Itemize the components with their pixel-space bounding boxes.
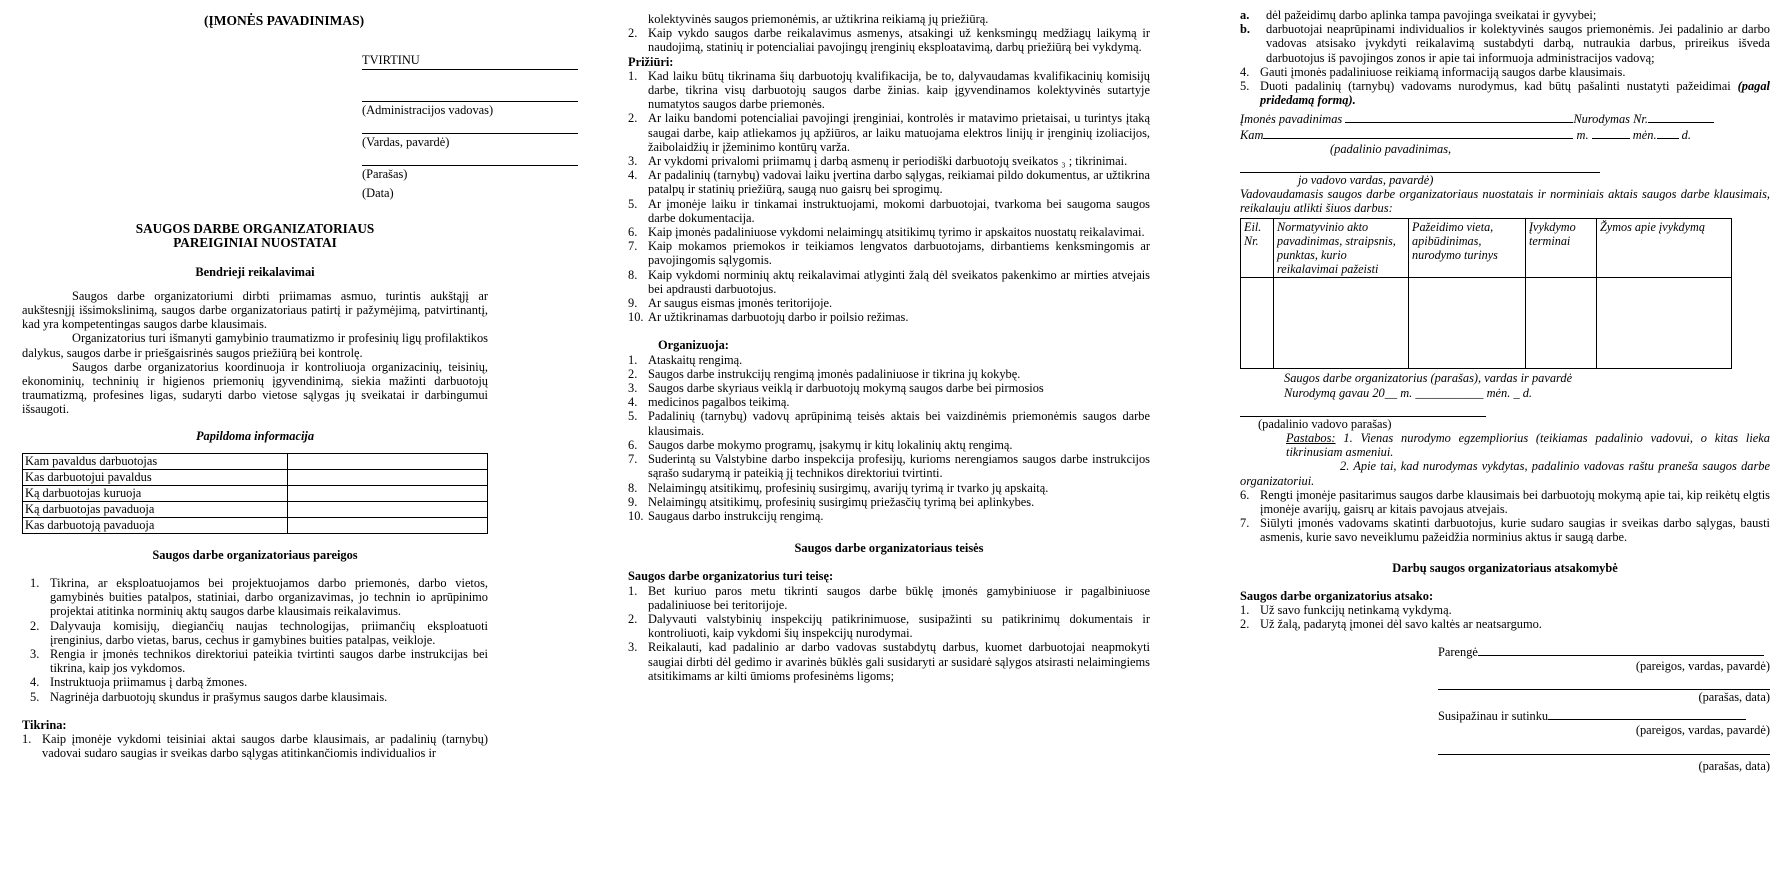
list-item: 4. Ar padalinių (tarnybų) vadovai laiku įvertina darbo sąlygas, reikiamai pildo dokumentus, ar užtikrina patalpų ir statinių priežiūrą, saugą nuo gaisrų bei sprogimų. bbox=[628, 168, 1150, 197]
caption: (pareigos, vardas, pavardė) bbox=[1635, 658, 1770, 673]
list-item: 5. Duoti padalinių (tarnybų) vadovams nurodymus, kad būtų pašalinti nustatyti pažeidimai (pagal pridedamą formą). bbox=[1240, 79, 1770, 108]
list-item: 4. medicinos pagalbos teikimą. bbox=[628, 395, 790, 410]
list-item: 3. Rengia ir įmonės technikos direktoriui pateikia tvirtinti saugos darbe instrukcijas bei tikrina, kaip jos vykdomos. bbox=[30, 647, 488, 676]
paragraph: Saugos darbe organizatorius koordinuoja ir kontroliuoja organizacinių, teisinių, ekonominių, techninių ir higienos priemonių įgyvendinimą, siekia mažinti darbuotojų traumatizmą, profesines ligas, sudaryti darbo vietose sąlygas jų sveikatai ir darbingumui išsaugoti. bbox=[22, 359, 488, 417]
table-cell-input[interactable] bbox=[288, 469, 488, 485]
notes-label: Pastabos: bbox=[1286, 431, 1336, 446]
notes: Pastabos: 1. Vienas nurodymo egzempliorius (teikiamas padalinio vadovui, o kitas lieka tikrinusiam asmeniui. bbox=[1286, 431, 1770, 460]
caption: (parašas, data) bbox=[1698, 758, 1770, 773]
table-row: Ką darbuotojas kuruoja bbox=[23, 485, 488, 501]
list-item: 7. Suderintą su Valstybine darbo inspekcija profesijų, kurioms nerengiamos saugos darbe instrukcijos sąrašo sudarymą ir pateikią jį technikos direktoriui tvirtinti. bbox=[628, 452, 1150, 481]
approve-field: (Administracijos vadovas) bbox=[362, 103, 494, 117]
order-table bbox=[1240, 218, 1732, 370]
list-item: 1. Bet kuriuo paros metu tikrinti saugos darbe būklę įmonės gamybiniuose ir pagalbiniuose padaliniuose bei teritorijoje. bbox=[628, 583, 1150, 612]
rights-label: Saugos darbe organizatorius turi teisę: bbox=[628, 569, 834, 584]
table-cell-input[interactable] bbox=[288, 485, 488, 501]
table-cell-input[interactable] bbox=[288, 501, 488, 517]
column-left bbox=[22, 8, 494, 761]
list-item: 1. Kaip įmonėje vykdomi teisiniai aktai saugos darbe klausimais, ar padalinių (tarnybų) vadovai sudaro saugias ir sveikas darbo sąlygas atitinkančiomis individualios ir bbox=[22, 732, 488, 761]
paragraph: Organizatorius turi išmanyti gamybinio traumatizmo ir profesinių ligų profilaktikos dalykus, saugos darbe ir priešgaisrinės saugos priežiūrą bei kontrolę. bbox=[22, 331, 488, 360]
list-item: 9. Nelaimingų atsitikimų, profesinių susirgimų priežasčių tyrimą bei aplinkybes. bbox=[628, 494, 1035, 509]
signature-block bbox=[1240, 644, 1770, 773]
prepared-field[interactable] bbox=[1478, 644, 1764, 656]
table-cell-input[interactable] bbox=[288, 517, 488, 533]
list-item: 6. Rengti įmonėje pasitarimus saugos darbe klausimais bei darbuotojų mokymą apie tai, kip reikėtų elgtis įmonėje avarijų, gaisrų ar kitais pavojaus atvejais. bbox=[1240, 487, 1770, 517]
caption: (parašas, data) bbox=[1698, 689, 1770, 704]
continued-text: kolektyvinės saugos priemonėmis, ar užtikrina reikiamą jų priežiūrą. bbox=[648, 12, 989, 26]
table-cell-input[interactable] bbox=[1597, 278, 1732, 369]
rights-list-more bbox=[1240, 488, 1770, 545]
order-number-field[interactable] bbox=[1648, 111, 1714, 123]
list-item: 10. Ar užtikrinamas darbuotojų darbo ir poilsio režimas. bbox=[628, 310, 909, 325]
organize-list bbox=[628, 353, 1150, 523]
form-intro: Vadovaudamasis saugos darbe organizatoriaus nuostatais ir norminiais aktais saugos darbe klausimais, reikalauju atlikti šiuos darbus: bbox=[1240, 187, 1770, 216]
form-order-label: Nurodymas Nr. bbox=[1573, 112, 1648, 127]
list-item: 4. Gauti įmonės padaliniuose reikiamą informaciją saugos darbe klausimais. bbox=[1240, 64, 1626, 79]
list-item: 7. Siūlyti įmonės vadovams skatinti darbuotojus, kurie sudaro saugias ir sveikas darbo sąlygas, bausti asmenis, kurie savo neveiklumu pažeidžia norminius aktus ir saugą darbe. bbox=[1240, 516, 1770, 545]
list-item: 3. Reikalauti, kad padalinio ar darbo vadovas sustabdytų darbus, kuomet darbuotojai neapmokyti saugiai dirbti dėl gedimo ir avarinės būklės gali susidaryti ar susidarė sąlygos atsirasti nelaimingiems atsitikimams ar kilti ūmioms profesinėms ligoms; bbox=[628, 640, 1150, 683]
approve-title: TVIRTINU bbox=[362, 53, 420, 67]
list-item: 5. Ar įmonėje laiku ir tinkamai instruktuojami, mokomi darbuotojai, tvarkoma bei saugoma saugos darbe dokumentacija. bbox=[628, 196, 1150, 225]
form-note: (pagal pridedamą formą). bbox=[1260, 79, 1770, 108]
extra-info-table bbox=[22, 453, 488, 534]
list-item: 5. Nagrinėja darbuotojų skundus ir prašymus saugos darbe klausimais. bbox=[30, 689, 388, 704]
supervise-list bbox=[628, 69, 1150, 325]
table-cell-input[interactable] bbox=[1526, 278, 1597, 369]
paragraph: Saugos darbe organizatoriumi dirbti priimamas asmuo, turintis aukštąjį ar aukštesnįjį išsimokslinimą, saugos darbe organizatoriaus patirtį ir pažymėjimą, patvirtinantį, kad yra kompetentingas saugos darbe klausimais. bbox=[22, 288, 488, 332]
list-item: 2. Dalyvauja komisijų, diegiančių naujas technologijas, priimančių eksploatuoti įrenginius, darbo vietas, barus, cechus ir gamybines buities patalpas, veikloje. bbox=[30, 618, 488, 647]
list-item: b. darbuotojai neaprūpinami individualios ir kolektyvinės saugos priemonėmis. Jei padalinio ar darbo vadovas atsisako įvykdyti reikalavimą sustabdyti darbą, nutraukia darbus, prireikus išveda darbuotojus iš pavojingos zonos ir apie tai informuoja administracijos vadovą; bbox=[1240, 22, 1770, 65]
list-item: 8. Nelaimingų atsitikimų, profesinių susirgimų, avarijų tyrimą ir tvarko jų apskaitą. bbox=[628, 480, 1049, 495]
list-item: 1. Tikrina, ar eksploatuojamos bei projektuojamos darbo priemonės, darbo vietos, gamybinės buities patalpos, statiniai, darbo organizavimas, jo technin io aprūpinimo projektai atitinka norminių aktų saugos darbe klausimais reikalavimus. bbox=[30, 576, 488, 619]
checks-list bbox=[22, 732, 488, 760]
sub-list bbox=[1240, 8, 1770, 65]
list-item: 2. Ar laiku bandomi potencialiai pavojingi įrenginiai, kontrolės ir matavimo prietaisai, u turintys įtaką saugai darbe, kaip atliekamos jų apžiūros, ar laiku matuojama elektros linijų ir įrenginių izoliacijos, žaibolaidžių ir įžeminimo kontūrų varža. bbox=[628, 111, 1150, 154]
checks-list-continued bbox=[628, 26, 1150, 54]
approve-field: (Vardas, pavardė) bbox=[362, 135, 450, 149]
table-row: Kas darbuotojui pavaldus bbox=[23, 469, 488, 485]
note-2: 2. Apie tai, kad nurodymas vykdytas, padalinio vadovas raštu praneša saugos darbe organizatoriui. bbox=[1240, 459, 1770, 488]
dept-sign-caption: (padalinio vadovo parašas) bbox=[1258, 416, 1392, 431]
dept-caption: (padalinio pavadinimas, bbox=[1330, 141, 1452, 156]
organize-label: Organizuoja: bbox=[658, 338, 729, 353]
order-form: Įmonės pavadinimas Nurodymas Nr. Kam m. mėn. d. (padalinio pavadinimas, jo vadovo vardas, pavardė) Vadovaudamasis saugos darbe organizatoriaus nuostatais ir norminiais aktais saugos darbe klausimais, reikalauju atlikti šiuos darbus: Eil. Nr. Normatyvinio akto pavadinimas, straipsnis, punktas, kurio reikalavimai pažeisti Pažeidimo vieta, apibūdinimas, nurodymo turinys Įvykdymo terminai Žymos apie įvykdymą Saugos darbe organizatorius (parašas), vardas ir pavardė Nurodymą gavau 20__ m. ___________ mėn. _ d. (padalinio vadovo parašas) Pastabos: 1. Vienas nurodymo egzempliorius (teikiamas padalinio vadovui, o kitas lieka tikrinusiam asmeniui. 2. Apie tai, kad nurodymas vykdytas, padalinio vadovas raštu praneša saugos darbe organizatoriui. bbox=[1240, 112, 1770, 488]
list-item: 3. Ar vykdomi privalomi priimamų į darbą asmenų ir periodiški darbuotojų sveikatos ₃ ; tikrinimai. bbox=[628, 154, 1128, 169]
list-item: 2. Kaip vykdo saugos darbe reikalavimus asmenys, atsakingi už kenksmingų medžiagų laikymą ir naudojimą, statinių ir potencialiai pavojingų įrenginių eksploatavimą, darbų priežiūrą bei vykdymą. bbox=[628, 26, 1150, 55]
list-item: 4. Instruktuoja priimamus į darbą žmones. bbox=[30, 675, 248, 690]
table-row: Kam pavaldus darbuotojas bbox=[23, 453, 488, 469]
agreed-sign-field[interactable] bbox=[1438, 740, 1770, 755]
list-item: 8. Kaip vykdomi norminių aktų reikalavimai atlyginti žalą dėl sveikatos pakenkimo ar mirties atvejais bei apdrausti darbuotojus. bbox=[628, 267, 1150, 296]
list-item: 2. Saugos darbe instrukcijų rengimą įmonės padaliniuose ir tikrina jų kokybę. bbox=[628, 366, 1021, 381]
table-header-row: Eil. Nr. Normatyvinio akto pavadinimas, straipsnis, punktas, kurio reikalavimai pažeisti Pažeidimo vieta, apibūdinimas, nurodymo turinys Įvykdymo terminai Žymos apie įvykdymą bbox=[1241, 218, 1732, 278]
list-item: 2. Dalyvauti valstybinių inspekcijų patikrinimuose, susipažinti su patikrinimų dokumentais ir kontroliuoti, kaip vykdomi šių inspekcijų nurodymai. bbox=[628, 611, 1150, 641]
duties-list bbox=[30, 576, 488, 704]
list-item: 10. Saugaus darbo instrukcijų rengimą. bbox=[628, 508, 824, 523]
rights-list-continued bbox=[1240, 65, 1770, 108]
table-cell-input[interactable] bbox=[1274, 278, 1409, 369]
received-line: Nurodymą gavau 20__ m. ___________ mėn. _ d. bbox=[1284, 385, 1533, 400]
approve-field: (Parašas) bbox=[362, 167, 408, 181]
head-caption: jo vadovo vardas, pavardė) bbox=[1298, 173, 1434, 188]
resp-list bbox=[1240, 603, 1770, 631]
list-item: 1. Kad laiku būtų tikrinama šių darbuotojų kvalifikacija, be to, dalyvaudamas kvalifikacinių komisijų darbe, tikrina visų darbuotojų saugos darbe žinias. kaip įgyvendinamos kolektyvinės sutartyje numatytos saugos darbe priemonės. bbox=[628, 68, 1150, 112]
column-right bbox=[1240, 8, 1770, 773]
list-item: 1. Už savo funkcijų netinkamą vykdymą. bbox=[1240, 603, 1452, 618]
list-item: 9. Ar saugus eismas įmonės teritorijoje. bbox=[628, 296, 833, 311]
dept-head-field[interactable] bbox=[1240, 158, 1600, 173]
section-heading: Papildoma informacija bbox=[195, 428, 315, 443]
month-field[interactable] bbox=[1592, 127, 1630, 139]
supervise-label: Prižiūri: bbox=[628, 54, 674, 69]
prepared-sign-field[interactable] bbox=[1438, 675, 1770, 690]
table-cell-input[interactable] bbox=[1409, 278, 1526, 369]
agreed-field[interactable] bbox=[1548, 708, 1746, 720]
organizer-sign: Saugos darbe organizatorius (parašas), vardas ir pavardė bbox=[1284, 371, 1573, 386]
section-heading: Bendrieji reikalavimai bbox=[195, 264, 315, 279]
day-field[interactable] bbox=[1657, 127, 1679, 139]
table-row: Kas darbuotoją pavaduoja bbox=[23, 517, 488, 533]
company-field[interactable] bbox=[1345, 111, 1573, 123]
dept-sign-field[interactable] bbox=[1240, 402, 1486, 417]
list-item: a. dėl pažeidimų darbo aplinka tampa pavojinga sveikatai ir gyvybei; bbox=[1240, 8, 1597, 22]
column-middle bbox=[628, 12, 1150, 683]
list-item: 2. Už žalą, padarytą įmonei dėl savo kaltės ar neatsargumo. bbox=[1240, 617, 1542, 632]
rights-list bbox=[628, 584, 1150, 683]
prepared-label: Parengė bbox=[1438, 644, 1478, 659]
section-heading: Darbų saugos organizatoriaus atsakomybė bbox=[1392, 560, 1618, 575]
list-item: 1. Ataskaitų rengimą. bbox=[628, 352, 743, 367]
list-item: 5. Padalinių (tarnybų) vadovų aprūpinimą teisės aktais bei vaizdinėmis priemonėmis saugos darbe klausimais. bbox=[628, 409, 1150, 438]
table-cell-input[interactable] bbox=[1241, 278, 1274, 369]
recipient-field[interactable] bbox=[1263, 127, 1573, 139]
section-heading: Saugos darbe organizatoriaus teisės bbox=[794, 541, 984, 556]
list-item: 6. Saugos darbe mokymo programų, įsakymų ir kitų lokalinių aktų rengimą. bbox=[628, 437, 1013, 452]
caption: (pareigos, vardas, pavardė) bbox=[1635, 723, 1770, 738]
doc-subtitle: PAREIGINIAI NUOSTATAI bbox=[173, 235, 337, 251]
doc-title: SAUGOS DARBE ORGANIZATORIAUS bbox=[135, 221, 375, 237]
approval-block bbox=[362, 38, 578, 210]
approve-field: (Data) bbox=[362, 186, 394, 201]
list-item: 7. Kaip mokamos priemokos ir teikiamos lengvatos darbuotojams, dirbantiems kenksmingomis ar pavojingomis sąlygomis. bbox=[628, 239, 1150, 268]
table-cell-input[interactable] bbox=[288, 453, 488, 469]
company-name: (ĮMONĖS PAVADINIMAS) bbox=[204, 13, 365, 28]
agreed-label: Susipažinau ir sutinku bbox=[1438, 709, 1549, 724]
list-item: 3. Saugos darbe skyriaus veiklą ir darbuotojų mokymą saugos darbe bei pirmosios bbox=[628, 381, 1044, 396]
form-to-label: Kam bbox=[1240, 127, 1264, 142]
section-heading: Saugos darbe organizatoriaus pareigos bbox=[152, 547, 358, 562]
table-row bbox=[1241, 278, 1732, 369]
resp-label: Saugos darbe organizatorius atsako: bbox=[1240, 588, 1434, 603]
list-item: 6. Kaip įmonės padaliniuose vykdomi nelaimingų atsitikimų tyrimo ir apskaitos nuostatų reikalavimai. bbox=[628, 225, 1145, 240]
table-row: Ką darbuotojas pavaduoja bbox=[23, 501, 488, 517]
form-company-label: Įmonės pavadinimas bbox=[1240, 112, 1343, 127]
checks-label: Tikrina: bbox=[22, 717, 67, 732]
